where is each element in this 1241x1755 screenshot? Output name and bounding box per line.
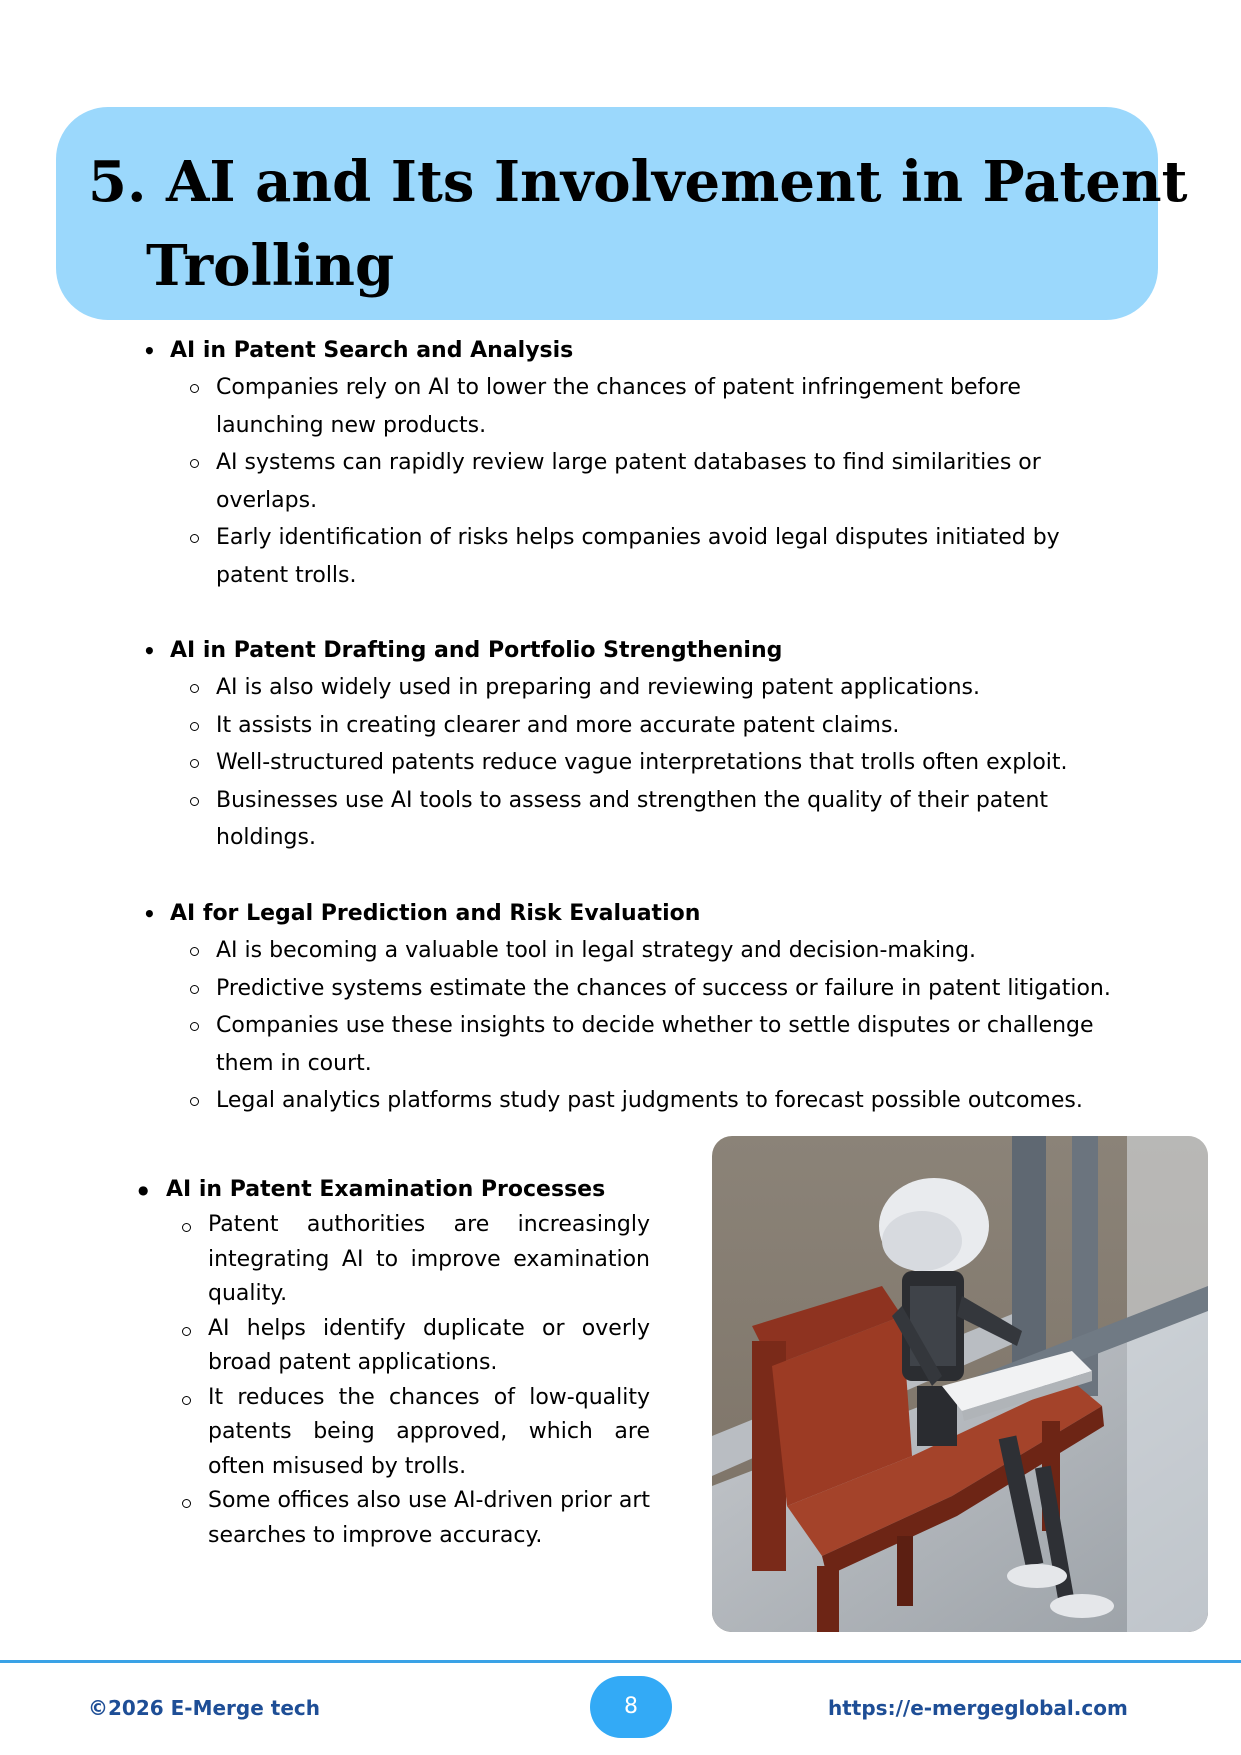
list-item: AI systems can rapidly review large patent databases to find similarities or overlaps. (216, 444, 1046, 519)
list-item: Legal analytics platforms study past judgments to forecast possible outcomes. (216, 1082, 1116, 1120)
footer-copyright: ©2026 E-Merge tech (88, 1696, 320, 1720)
section-legal-prediction (140, 896, 1120, 1120)
list-item: AI helps identify duplicate or overly broad patent applications. (208, 1312, 650, 1381)
footer-divider (0, 1660, 1241, 1663)
bullet-list (140, 669, 1120, 857)
list-item: Companies use these insights to decide whether to settle disputes or challenge them in court. (216, 1007, 1096, 1082)
list-item: It assists in creating clearer and more accurate patent claims. (216, 707, 1116, 745)
section-heading: • AI for Legal Prediction and Risk Evaluation (140, 896, 1120, 932)
list-item: Predictive systems estimate the chances of success or failure in patent litigation. (216, 970, 1116, 1008)
footer-url-link[interactable]: https://e-mergeglobal.com (828, 1696, 1128, 1720)
bullet-list (140, 932, 1120, 1120)
section-heading: ● AI in Patent Examination Processes (134, 1172, 650, 1208)
page-title: 5. AI and Its Involvement in Patent Trolling (88, 149, 1188, 299)
list-item: Businesses use AI tools to assess and strengthen the quality of their patent holdings. (216, 782, 1056, 857)
bullet-list (140, 369, 1120, 594)
page-number-badge: 8 (590, 1676, 672, 1738)
section-heading: • AI in Patent Search and Analysis (140, 333, 1120, 369)
list-item: Well-structured patents reduce vague interpretations that trolls often exploit. (216, 744, 1116, 782)
section-patent-search (140, 333, 1120, 594)
list-item: Patent authorities are increasingly integrating AI to improve examination quality. (208, 1208, 650, 1312)
list-item: Some offices also use AI-driven prior art searches to improve accuracy. (208, 1484, 650, 1553)
list-item: AI is also widely used in preparing and reviewing patent applications. (216, 669, 1116, 707)
list-item: Companies rely on AI to lower the chances of patent infringement before launching new products. (216, 369, 1036, 444)
bullet-list (134, 1208, 650, 1553)
list-item: It reduces the chances of low-quality patents being approved, which are often misused by trolls. (208, 1381, 650, 1485)
list-item: AI is becoming a valuable tool in legal strategy and decision-making. (216, 932, 1116, 970)
section-patent-drafting (140, 633, 1120, 857)
section-patent-examination (134, 1172, 650, 1553)
robot-reading-photo (712, 1136, 1208, 1632)
section-heading: • AI in Patent Drafting and Portfolio Strengthening (140, 633, 1120, 669)
list-item: Early identification of risks helps companies avoid legal disputes initiated by patent trolls. (216, 519, 1076, 594)
